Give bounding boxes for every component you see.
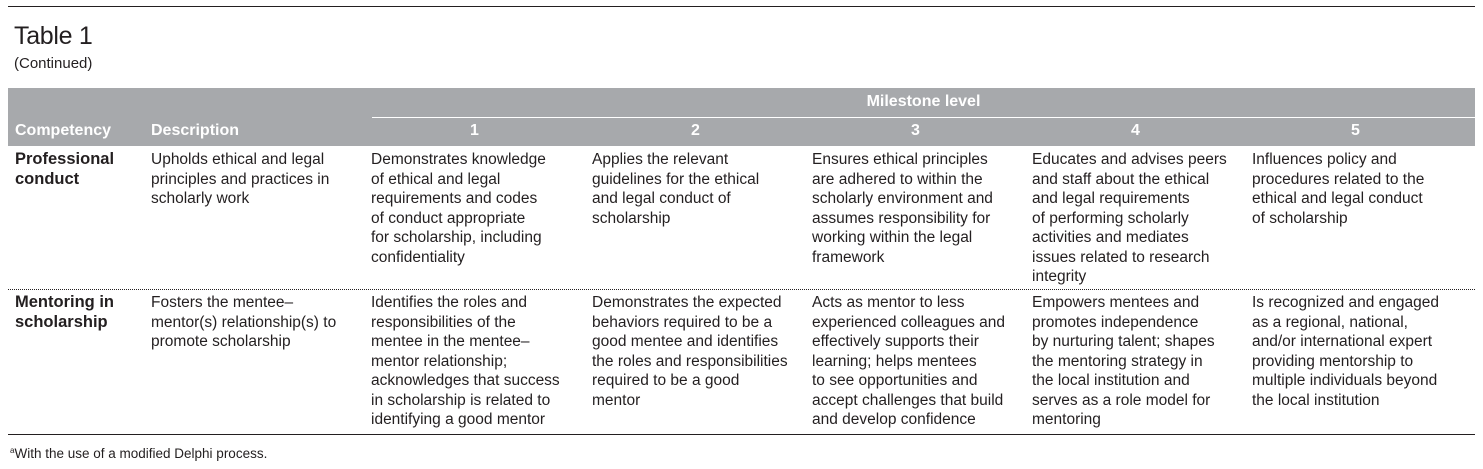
milestone-divider <box>372 117 1475 118</box>
table-subtitle: (Continued) <box>14 55 93 72</box>
milestone-cell-4: Educates and advises peers and staff about the ethical and legal requirements of performing scholarly activities and mediates issues related to research integrity <box>1032 151 1227 285</box>
milestone-cell-4: Empowers mentees and promotes independence by nurturing talent; shapes the mentoring strategy in the local institution and serves as a role model for mentoring <box>1032 294 1215 428</box>
footnote <box>10 446 267 461</box>
milestone-cell-3: Ensures ethical principles are adhered to within the scholarly environment and assumes responsibility for working within the legal framework <box>812 151 993 266</box>
table-title: Table 1 <box>14 22 93 50</box>
footnote-marker: a <box>10 446 15 455</box>
level-2-header: 2 <box>691 122 700 139</box>
level-1-header: 1 <box>470 122 479 139</box>
milestone-cell-1: Identifies the roles and responsibilities of the mentee in the mentee– mentor relationship; acknowledges that success in scholarship is related to identifying a good mentor <box>371 294 560 428</box>
table-header <box>8 88 1475 146</box>
level-4-header: 4 <box>1131 122 1140 139</box>
competency-header: Competency <box>15 122 112 139</box>
competency-cell: Professional conduct <box>15 150 115 188</box>
level-3-header: 3 <box>911 122 920 139</box>
milestone-level-label: Milestone level <box>866 93 981 110</box>
milestone-cell-5: Is recognized and engaged as a regional, national, and/or international expert providing mentorship to multiple individuals beyond the local institution <box>1252 294 1440 409</box>
top-rule <box>8 6 1475 7</box>
milestone-cell-2: Applies the relevant guidelines for the ethical and legal conduct of scholarship <box>592 151 760 227</box>
level-5-header: 5 <box>1351 122 1360 139</box>
description-cell: Upholds ethical and legal principles and practices in scholarly work <box>151 151 330 207</box>
description-header: Description <box>151 122 240 139</box>
milestone-cell-5: Influences policy and procedures related to the ethical and legal conduct of scholarship <box>1252 151 1425 227</box>
description-cell: Fosters the mentee– mentor(s) relationship(s) to promote scholarship <box>151 294 337 350</box>
row-divider <box>8 289 1475 290</box>
competency-cell: Mentoring in scholarship <box>15 293 114 331</box>
footnote-text: With the use of a modified Delphi process. <box>14 446 268 461</box>
milestone-cell-2: Demonstrates the expected behaviors required to be a good mentee and identifies the roles and responsibilities required to be a good mentor <box>592 294 788 409</box>
milestone-cell-3: Acts as mentor to less experienced colleagues and effectively supports their learning; helps mentees to see opportunities and accept challenges that build and develop confidence <box>812 294 1006 428</box>
milestone-cell-1: Demonstrates knowledge of ethical and legal requirements and codes of conduct appropriate for scholarship, including confidentiality <box>371 151 546 266</box>
bottom-rule <box>8 434 1475 435</box>
